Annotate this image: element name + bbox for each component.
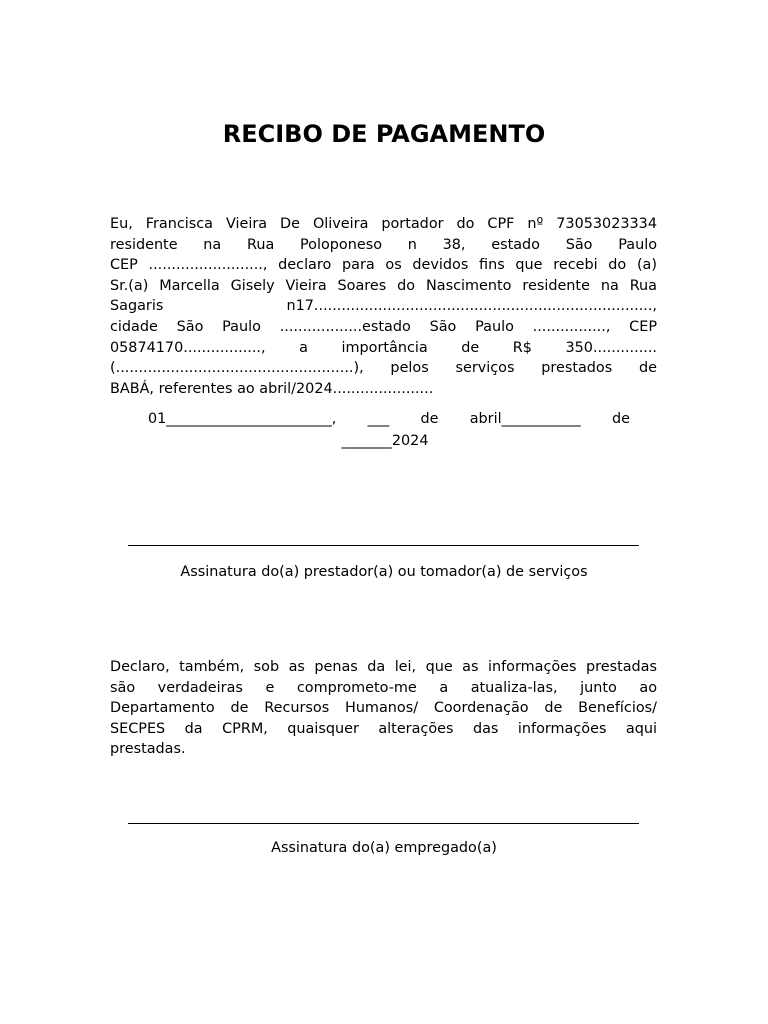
declaration-line: Departamento de Recursos Humanos/ Coordenação de Benefícios/: [110, 700, 657, 717]
declaration-paragraph: [110, 657, 657, 760]
declaration-line: são verdadeiras e comprometo-me a atualiza-las, junto ao: [110, 679, 657, 696]
receipt-line: residente na Rua Poloponeso n 38, estado São Paulo: [110, 236, 657, 253]
provider-signature-line: [128, 545, 639, 546]
receipt-line: Sagaris n17..........................................................................,: [110, 298, 657, 315]
receipt-line: Sr.(a) Marcella Gisely Vieira Soares do Nascimento residente na Rua: [110, 277, 657, 294]
receipt-line: Eu, Francisca Vieira De Oliveira portador do CPF nº 73053023334: [110, 216, 657, 232]
employee-signature-line: [128, 823, 639, 824]
declaration-line: prestadas.: [110, 741, 186, 758]
declaration-line: Declaro, também, sob as penas da lei, que as informações prestadas: [110, 659, 657, 675]
receipt-line: CEP ........................., declaro para os devidos fins que recebi do (a): [110, 257, 657, 274]
receipt-paragraph: [110, 214, 657, 399]
receipt-line: 05874170................., a importância de R$ 350..............: [110, 339, 657, 356]
receipt-line: BABÁ, referentes ao abril/2024......................: [110, 380, 434, 397]
provider-signature-label: Assinatura do(a) prestador(a) ou tomador(a) de serviços: [180, 564, 588, 580]
document-title: RECIBO DE PAGAMENTO: [222, 120, 546, 148]
receipt-line: cidade São Paulo ..................estado São Paulo ................, CEP: [110, 318, 657, 335]
date-line-year: _______2024: [341, 432, 429, 449]
receipt-line: (....................................................), pelos serviços prestados de: [110, 360, 657, 377]
declaration-line: SECPES da CPRM, quaisquer alterações das informações aqui: [110, 720, 657, 737]
employee-signature-label: Assinatura do(a) empregado(a): [271, 840, 497, 856]
date-line: 01_______________________, ___ de abril___________ de: [148, 411, 630, 427]
date-block: [140, 409, 630, 452]
